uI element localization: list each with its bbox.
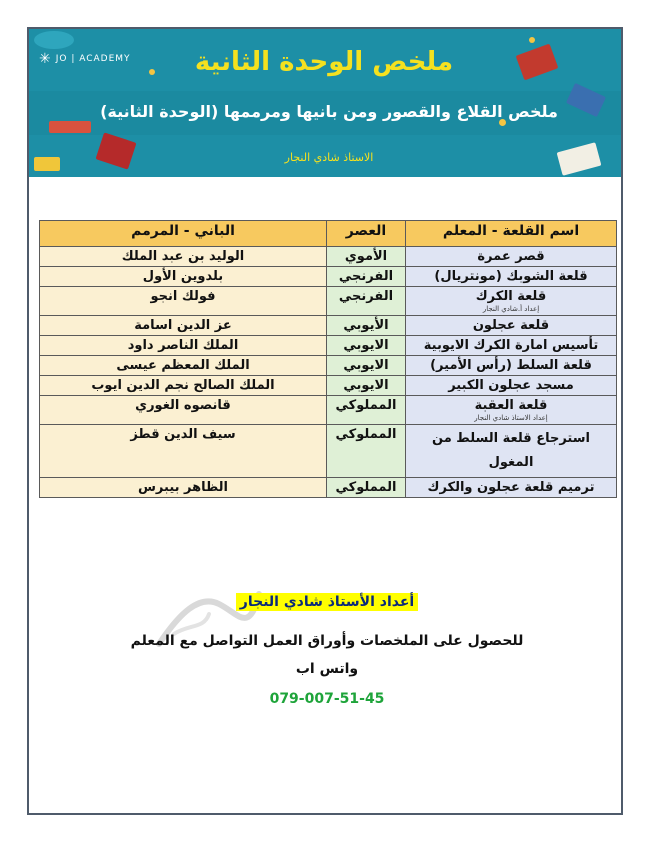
cell-name: قلعة العقبة إعداد الاستاذ شادي النجار bbox=[406, 396, 617, 425]
header-builder: الباني - المرمم bbox=[40, 221, 327, 247]
table-row bbox=[40, 287, 617, 316]
cell-era: المملوكي bbox=[327, 425, 406, 478]
cell-name: تأسيس امارة الكرك الايوبية bbox=[406, 336, 617, 356]
phone-number: 079-007-51-45 bbox=[269, 691, 385, 707]
book-icon bbox=[96, 132, 137, 169]
cell-builder: الظاهر بيبرس bbox=[40, 478, 327, 498]
table-row bbox=[40, 356, 617, 376]
prepared-by-label: أعداد الأستاذ شادي النجار bbox=[29, 591, 625, 610]
cell-era: الايوبي bbox=[327, 356, 406, 376]
page-title: ملخص الوحدة الثانية bbox=[194, 47, 454, 77]
cell-name: قصر عمرة bbox=[406, 247, 617, 267]
book-icon bbox=[34, 157, 60, 171]
page-subtitle: ملخص القلاع والقصور ومن بانيها ومرممها (الوحدة الثانية) bbox=[100, 102, 558, 121]
decor-dot bbox=[149, 69, 155, 75]
cell-name: قلعة الكرك إعداد أ.شادي النجار bbox=[406, 287, 617, 316]
table-row bbox=[40, 425, 617, 478]
academy-logo-icon: ✳ bbox=[39, 51, 52, 67]
table-row bbox=[40, 247, 617, 267]
cell-builder: الملك الصالح نجم الدين ايوب bbox=[40, 376, 327, 396]
cell-note: إعداد الاستاذ شادي النجار bbox=[474, 414, 548, 422]
cell-builder: عز الدين اسامة bbox=[40, 316, 327, 336]
cell-builder: فولك انجو bbox=[40, 287, 327, 316]
cell-name: استرجاع قلعة السلط من المغول bbox=[406, 425, 617, 478]
header-era: العصر bbox=[327, 221, 406, 247]
cell-name: قلعة عجلون bbox=[406, 316, 617, 336]
cell-era: الايوبي bbox=[327, 336, 406, 356]
castles-table bbox=[39, 220, 617, 498]
cell-builder: الملك المعظم عيسى bbox=[40, 356, 327, 376]
author-name: الاستاذ شادي النجار bbox=[284, 151, 374, 164]
table-row bbox=[40, 336, 617, 356]
cell-era: الأيوبي bbox=[327, 316, 406, 336]
cell-name: مسجد عجلون الكبير bbox=[406, 376, 617, 396]
header-name: اسم القلعة - المعلم bbox=[406, 221, 617, 247]
cell-era: المملوكي bbox=[327, 478, 406, 498]
cell-builder: سيف الدين قطز bbox=[40, 425, 327, 478]
contact-info bbox=[29, 627, 625, 683]
cell-era: المملوكي bbox=[327, 396, 406, 425]
cell-era: الأموي bbox=[327, 247, 406, 267]
cell-builder: بلدوين الأول bbox=[40, 267, 327, 287]
book-icon bbox=[49, 121, 91, 133]
cell-builder: قانصوه الغوري bbox=[40, 396, 327, 425]
book-icon bbox=[516, 44, 559, 81]
logo-text: JO | ACADEMY bbox=[55, 54, 131, 64]
cell-era: الفرنجي bbox=[327, 267, 406, 287]
cell-name: قلعة الشوبك (مونتريال) bbox=[406, 267, 617, 287]
cell-era: الايوبي bbox=[327, 376, 406, 396]
cell-builder: الملك الناصر داود bbox=[40, 336, 327, 356]
book-icon bbox=[557, 142, 602, 176]
header-banner bbox=[29, 29, 621, 177]
document-page bbox=[27, 27, 623, 815]
contact-line-1: للحصول على الملخصات وأوراق العمل التواصل مع المعلم bbox=[130, 633, 524, 649]
cell-era: الفرنجي bbox=[327, 287, 406, 316]
table-header-row bbox=[40, 221, 617, 247]
table-row bbox=[40, 478, 617, 498]
cell-name: ترميم قلعة عجلون والكرك bbox=[406, 478, 617, 498]
table-row bbox=[40, 316, 617, 336]
decor-dot bbox=[529, 37, 535, 43]
cell-note: إعداد أ.شادي النجار bbox=[482, 305, 540, 313]
table-row bbox=[40, 267, 617, 287]
table-row bbox=[40, 396, 617, 425]
cell-name: قلعة السلط (رأس الأمير) bbox=[406, 356, 617, 376]
contact-line-2: واتس اب bbox=[295, 661, 359, 677]
decor-dot bbox=[34, 31, 74, 49]
table-row bbox=[40, 376, 617, 396]
cell-builder: الوليد بن عبد الملك bbox=[40, 247, 327, 267]
jo-academy-logo bbox=[39, 51, 131, 67]
